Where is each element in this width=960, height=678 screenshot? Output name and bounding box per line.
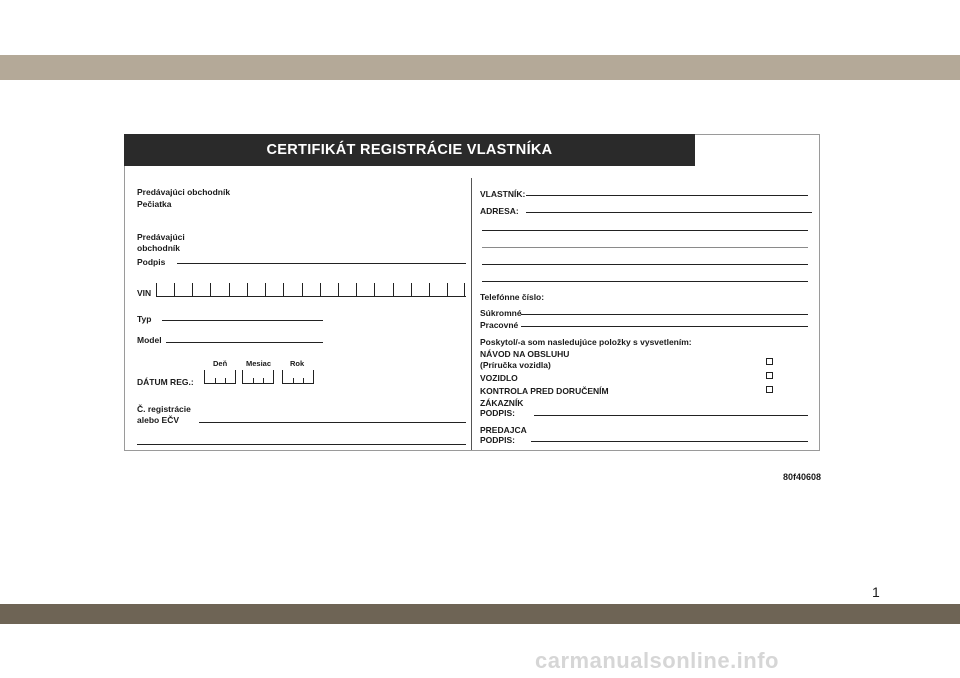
page-number: 1	[872, 584, 880, 600]
vin-label: VIN	[137, 288, 152, 298]
inspection-checkbox[interactable]	[766, 386, 773, 393]
owner-label: VLASTNÍK:	[480, 189, 526, 199]
work-phone-label: Pracovné	[480, 320, 519, 330]
footer-band	[0, 604, 960, 624]
address-field-4[interactable]	[482, 264, 808, 265]
dealer-signature-label-2: PODPIS:	[480, 435, 515, 445]
dealer-sig-label-2: obchodník	[137, 243, 180, 253]
customer-label-1: ZÁKAZNÍK	[480, 398, 524, 408]
day-label: Deň	[213, 359, 228, 368]
column-divider	[471, 178, 472, 450]
phone-label: Telefónne číslo:	[480, 292, 545, 302]
reg-no-field[interactable]	[199, 422, 466, 423]
signature-label: Podpis	[137, 257, 166, 267]
year-field[interactable]	[282, 370, 314, 384]
month-label: Mesiac	[246, 359, 272, 368]
inspection-label: KONTROLA PRED DORUČENÍM	[480, 386, 609, 396]
dealer-signature-field[interactable]	[531, 441, 808, 442]
vehicle-label: VOZIDLO	[480, 373, 518, 383]
signature-field[interactable]	[177, 263, 466, 264]
reg-no-label-1: Č. registrácie	[137, 404, 191, 414]
address-field-3[interactable]	[482, 247, 808, 248]
work-phone-field[interactable]	[521, 326, 808, 327]
day-field[interactable]	[204, 370, 236, 384]
address-field-2[interactable]	[482, 230, 808, 231]
dealer-signature-label-1: PREDAJCA	[480, 425, 527, 435]
owner-field[interactable]	[526, 195, 808, 196]
stamp-label: Pečiatka	[137, 199, 172, 209]
figure-id: 80f40608	[783, 472, 822, 482]
manual-label-1: NÁVOD NA OBSLUHU	[480, 349, 570, 359]
address-label: ADRESA:	[480, 206, 519, 216]
reg-date-label: DÁTUM REG.:	[137, 377, 194, 387]
customer-label-2: PODPIS:	[480, 408, 515, 418]
vehicle-checkbox[interactable]	[766, 372, 773, 379]
model-field[interactable]	[166, 342, 323, 343]
type-field[interactable]	[162, 320, 323, 321]
provided-items-label: Poskytol/-a som nasledujúce položky s vysvetlením:	[480, 337, 692, 347]
form-title: CERTIFIKÁT REGISTRÁCIE VLASTNÍKA	[124, 134, 695, 166]
private-phone-field[interactable]	[521, 314, 808, 315]
month-field[interactable]	[242, 370, 274, 384]
model-label: Model	[137, 335, 162, 345]
watermark: carmanualsonline.info	[535, 648, 779, 673]
dealer-label: Predávajúci obchodník	[137, 187, 231, 197]
private-phone-label: Súkromné	[480, 308, 522, 318]
header-band	[0, 55, 960, 80]
vin-field[interactable]	[156, 283, 466, 297]
dealer-sig-label-1: Predávajúci	[137, 232, 185, 242]
address-field-1[interactable]	[526, 212, 812, 213]
extra-line-field[interactable]	[137, 444, 466, 445]
reg-no-label-2: alebo EČV	[137, 415, 180, 425]
type-label: Typ	[137, 314, 152, 324]
year-label: Rok	[290, 359, 305, 368]
manual-checkbox[interactable]	[766, 358, 773, 365]
customer-signature-field[interactable]	[534, 415, 808, 416]
address-field-5[interactable]	[482, 281, 808, 282]
manual-label-2: (Príručka vozidla)	[480, 360, 551, 370]
